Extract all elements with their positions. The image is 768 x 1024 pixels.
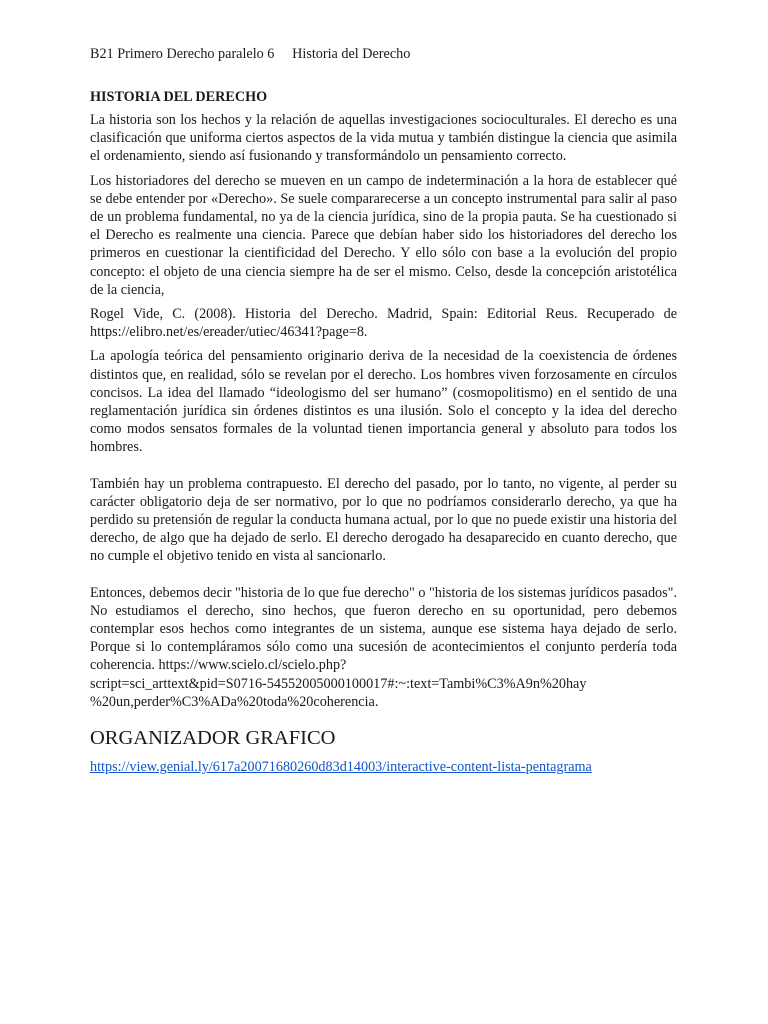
paragraph-intro: La historia son los hechos y la relación de aquellas investigaciones socioculturales. El derecho es una clasificación que uniforma ciertos aspectos de la vida mutua y también distingue la ciencia que asimila el ordenamiento, siendo así fusionando y transformándolo un pensamiento correcto. [90, 112, 677, 165]
paragraph-citation: Rogel Vide, C. (2008). Historia del Derecho. Madrid, Spain: Editorial Reus. Recuperado de https://elibro.net/es/ereader/utiec/46341?page=8. [90, 306, 677, 341]
paragraph-historians: Los historiadores del derecho se mueven en un campo de indeterminación a la hora de establecer qué se debe entender por «Derecho». Se suele compararecerse a un concepto instrumental para salir al paso de un problema fundamental, no ya de la ciencia jurídica, sino de la propia pauta. Se ha cuestionado si el Derecho es realmente una ciencia. Parece que debían haber sido los historiadores del derecho los primeros en cuestionar la cientificidad del Derecho. Y ello sólo con base a la evolución del propio concepto: el objeto de una ciencia siempre ha de ser el mismo. Celso, desde la concepción aristotélica de la ciencia, [90, 172, 677, 298]
genially-link[interactable]: https://view.genial.ly/617a20071680260d83d14003/interactive-content-lista-pentagrama [90, 759, 592, 776]
document-header [90, 44, 677, 64]
paragraph-apologia: La apología teórica del pensamiento originario deriva de la necesidad de la coexistencia de órdenes distintos que, en realidad, sólo se revelan por el derecho. Los hombres viven forzosamente en círculos concisos. La idea del llamado “ideologismo del ser humano” (cosmopolitismo) en el sentido de una reglamentación jurídica sin órdenes distintos es una ilusión. Solo el concepto y la idea del derecho como modos sensatos formales de la voluntad tienen importancia general y absoluto para todos los hombres. [90, 348, 677, 456]
document-page [90, 44, 677, 777]
scielo-url-part-3: %20un,perder%C3%ADa%20toda%20coherencia. [90, 693, 379, 710]
course-label: B21 Primero Derecho paralelo 6 [90, 46, 275, 62]
paragraph-conclusion-text: Entonces, debemos decir "historia de lo que fue derecho" o "historia de los sistemas jurídicos pasados". No estudiamos el derecho, sino hechos, que fueron derecho en su oportunidad, pero debemos contemplar esos hechos como integrantes de un sistema, aunque ese sistema haya dejado de serlo. Porque si lo contempláramos sólo como una sucesión de acontecimientos el conjunto perdería toda coherencia. https://www.scielo.cl/scielo.php? [90, 584, 677, 674]
page-title: HISTORIA DEL DERECHO [90, 89, 268, 105]
subject-label: Historia del Derecho [292, 46, 411, 62]
organizer-heading: ORGANIZADOR GRAFICO [90, 727, 336, 750]
scielo-url-part-2: script=sci_arttext&pid=S0716-54552005000100017#:~:text=Tambi%C3%A9n%20hay [90, 675, 587, 692]
paragraph-conclusion [90, 584, 677, 711]
paragraph-contrapuesto: También hay un problema contrapuesto. El derecho del pasado, por lo tanto, no vigente, al perder su carácter obligatorio deja de ser normativo, por lo que no podríamos considerarlo derecho, ya que ha perdido su pretensión de regular la conducta humana actual, por lo que no puede existir una historia del derecho, de algo que ha dejado de serlo. El derecho derogado ha desaparecido en cuanto derecho, que no cumple el objetivo tenido en vista al sancionarlo. [90, 475, 678, 565]
